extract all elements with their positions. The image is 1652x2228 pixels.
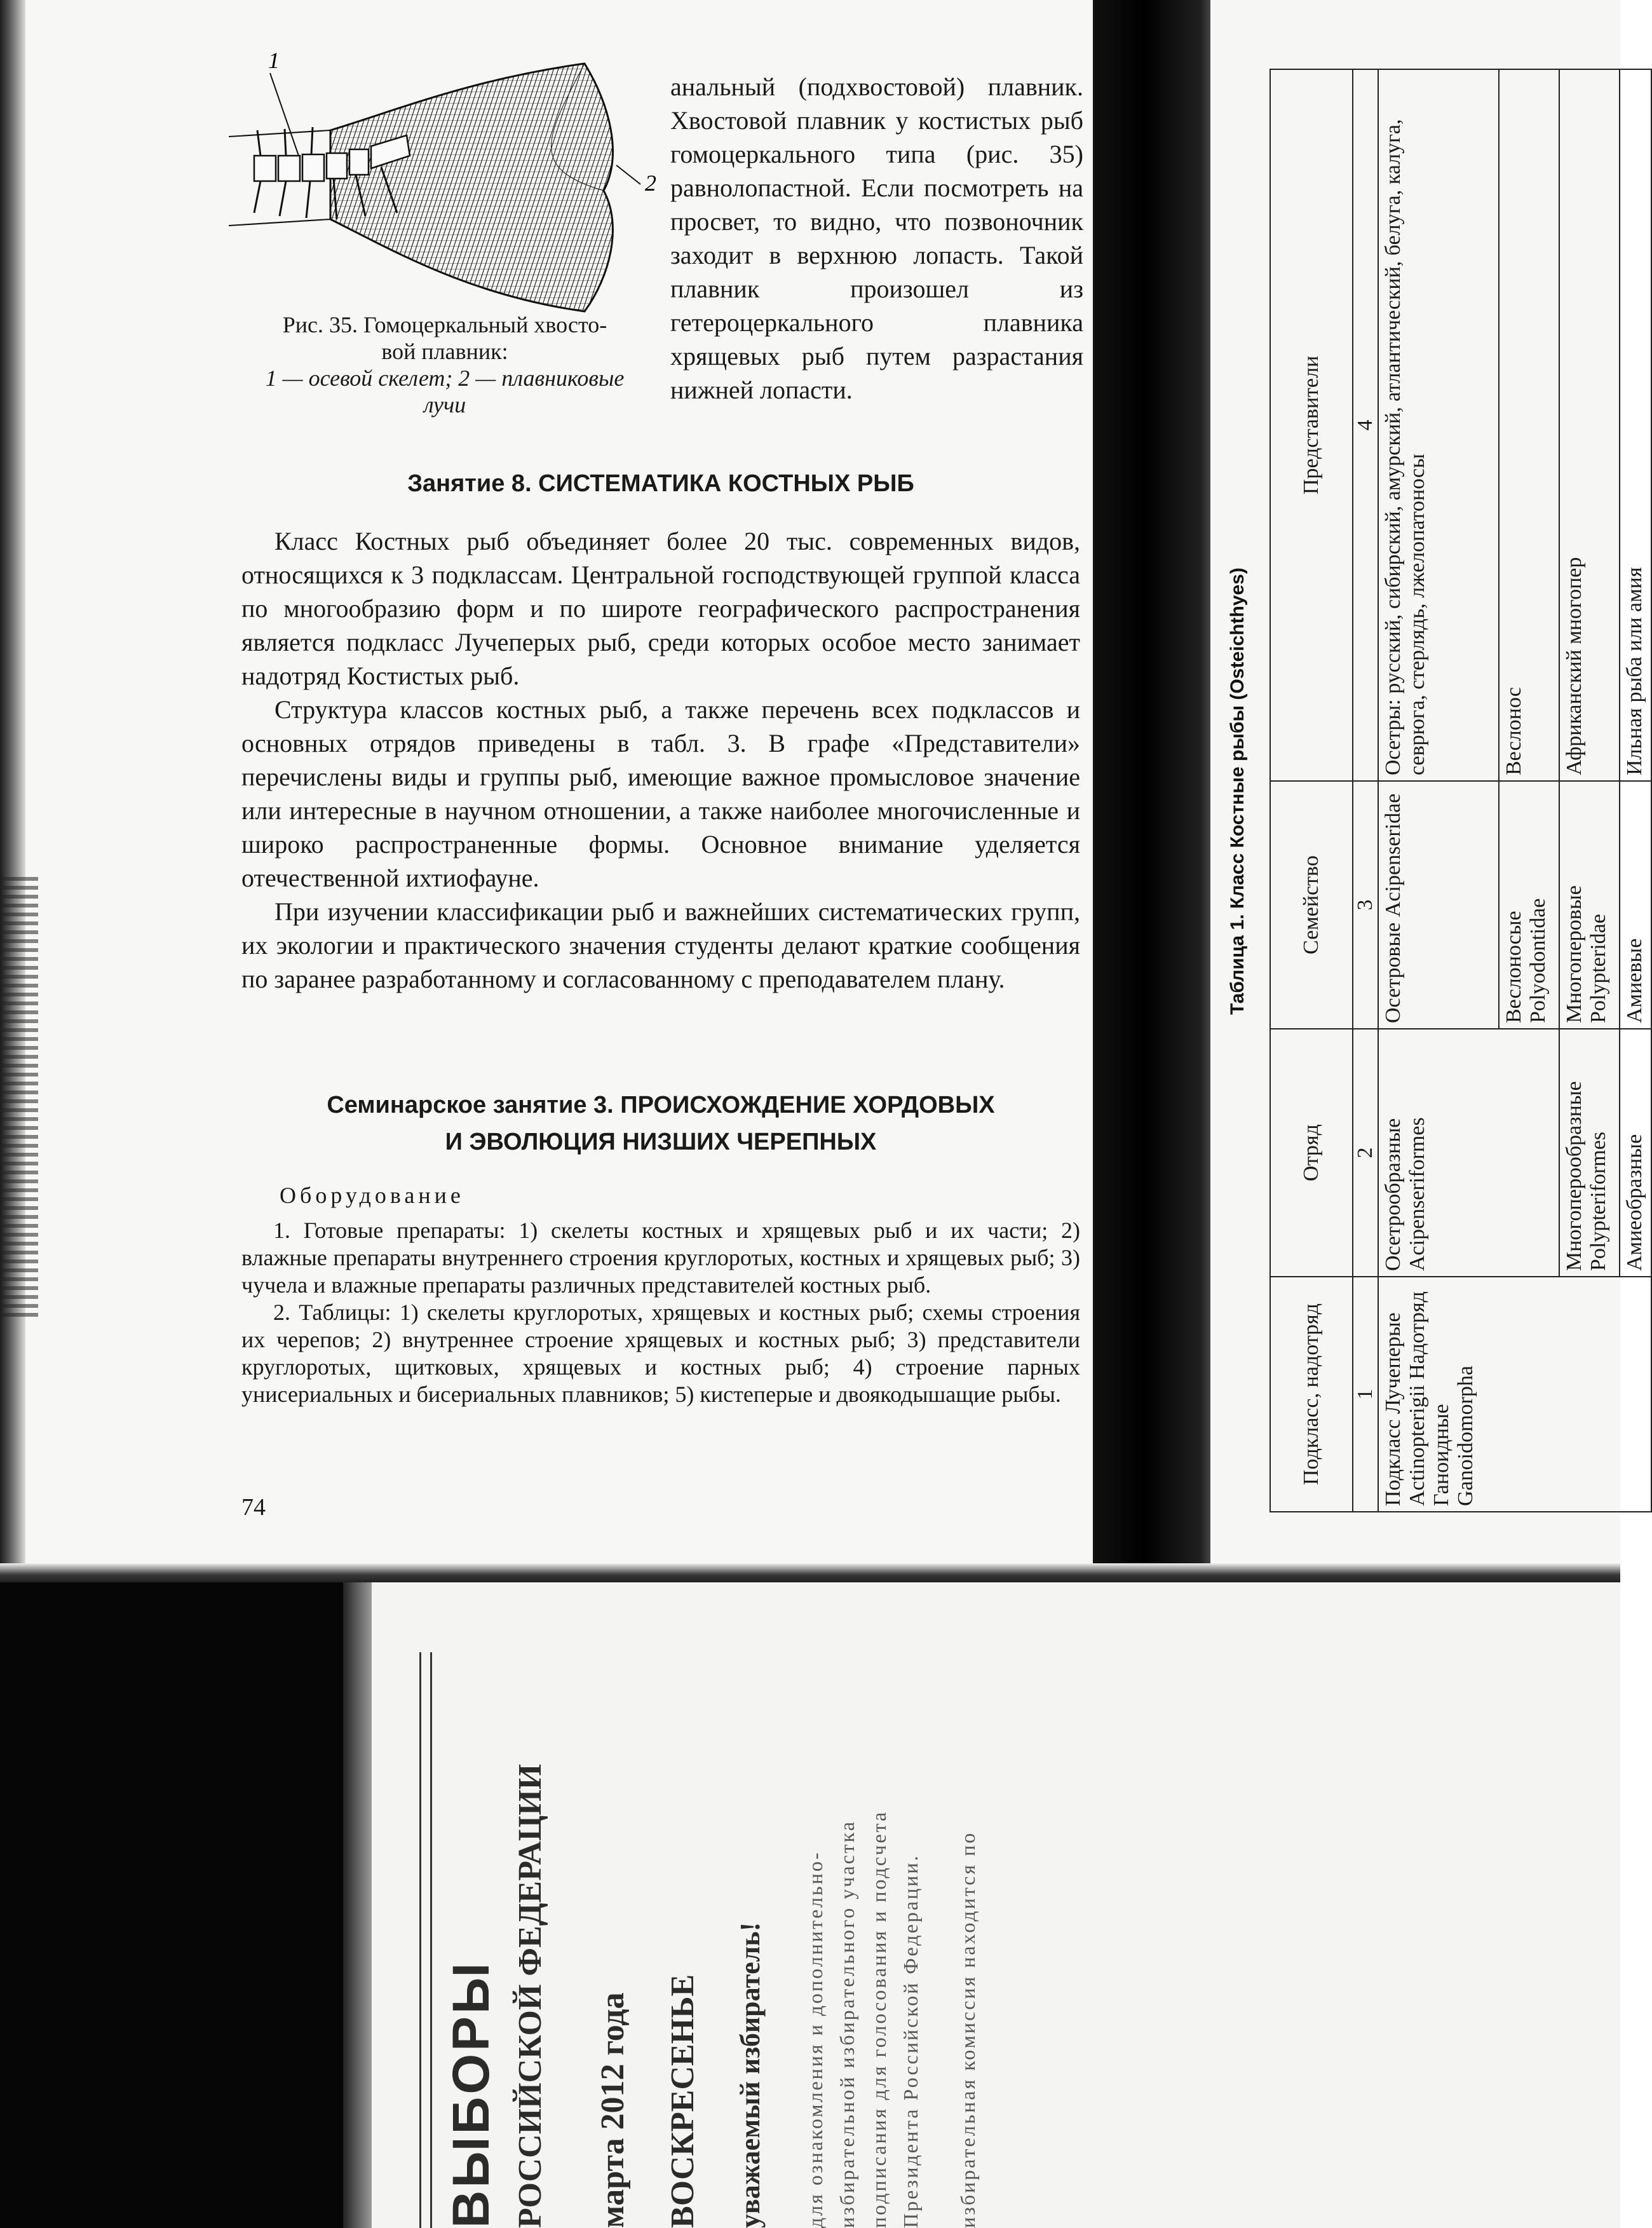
notice-line: Президента Российской Федерации. — [899, 1854, 922, 2228]
lesson-8-paragraph: Структура классов костных рыб, а также перечень всех подклассов и основных отрядов приведены в табл. 3. В графе «Представители» перечислены виды и группы рыб, имеющие важное промысловое значение или интересные в научном отношении, а также наиболее многочисленные и широко распространенные формы. Основное внимание уделяется отечественной ихтиофауне. — [241, 695, 1080, 892]
lesson-8-paragraph: Класс Костных рыб объединяет более 20 тыс. современных видов, относящихся к 3 подклассам. Центральной господствующей группой класса по многообразию форм и по широте географического распространения является подкласс Лучеперых рыб, среди которых особое место занимает надотряд Костистых рыб. — [241, 527, 1080, 690]
seminar-3-heading-line-1: Семинарское занятие 3. ПРОИСХОЖДЕНИЕ ХОРДОВЫХ — [327, 1092, 995, 1118]
intro-text: анальный (подхвостовой) плавник. Хвостовой плавник у костистых рыб гомоцеркального типа (рис. 35) равнолопастной. Если посмотреть на просвет, то видно, что позвоночник заходит в верхнюю лопасть. Такой плавник произошел из гетероцеркального плавника хрящевых рыб путем разрастания нижней лопасти. — [670, 72, 1083, 404]
table-row — [1378, 69, 1499, 1512]
figure-caption — [241, 311, 648, 418]
election-greeting: уважаемый избиратель! — [735, 1922, 766, 2228]
election-title: ВЫБОРЫ — [442, 1960, 500, 2228]
column-number: 4 — [1353, 69, 1378, 781]
fish-classification-table — [1269, 69, 1652, 1512]
equipment-item: 1. Готовые препараты: 1) скелеты костных и хрящевых рыб и их части; 2) влажные препараты внутреннего строения круглоротых, костных и хрящевых рыб; 3) чучела и влажные препараты различных представителей костных рыб. — [241, 1218, 1080, 1298]
column-number: 1 — [1353, 1277, 1378, 1512]
table-header-row — [1270, 69, 1353, 1512]
election-subtitle: РОССИЙСКОЙ ФЕДЕРАЦИИ — [512, 1763, 548, 2228]
equipment-list — [241, 1217, 1080, 1408]
intro-paragraph — [670, 70, 1083, 407]
seminar-3-heading-line-2: И ЭВОЛЮЦИЯ НИЗШИХ ЧЕРЕПНЫХ — [445, 1129, 877, 1155]
column-number: 2 — [1353, 1029, 1378, 1277]
cell-family: Многоперовые Polypteridae — [1559, 781, 1620, 1029]
caption-legend: 1 — осевой скелет; 2 — плавниковые лучи — [265, 365, 625, 418]
seminar-3-heading — [241, 1087, 1080, 1160]
cell-representatives: Осетры: русский, сибирский, амурский, атлантический, белуга, калуга, севрюга, стерлядь, лжелопатоносы — [1378, 69, 1499, 781]
notice-line: для ознакомления и дополнительно- — [804, 1851, 827, 2228]
caption-line-1: Рис. 35. Гомоцеркальный хвосто- — [282, 312, 607, 337]
caption-line-2: вой плавник: — [381, 339, 508, 364]
table-title: Таблица 1. Класс Костные рыбы (Osteichthyes) — [1227, 567, 1248, 1015]
book-spine-shadow — [1093, 0, 1220, 1570]
cell-order: Осетрообразные Acipenseriformes — [1378, 1029, 1559, 1277]
column-number: 3 — [1353, 781, 1378, 1029]
column-header-representatives: Представители — [1270, 69, 1353, 781]
cell-representatives: Африканский многопер — [1559, 69, 1620, 781]
scan-binding-shadow — [0, 0, 25, 1589]
notice-line: подписания для голосования и подсчета — [867, 1810, 890, 2228]
column-header-subclass: Подкласс, надотряд — [1270, 1277, 1353, 1512]
cell-subclass: Подкласс Лучеперые Actinopterigii Надотряд Ганоидные Ganoidomorpha — [1378, 1277, 1651, 1512]
cell-representatives: Ильная рыба или амия — [1620, 69, 1651, 781]
cell-order: Амиеобразные — [1620, 1029, 1651, 1277]
notice-line: избирательная комиссия находится по — [956, 1831, 979, 2228]
cell-family: Амиевые — [1620, 781, 1651, 1029]
ballot-page-edge — [343, 1582, 372, 2228]
election-day: ВОСКРЕСЕНЬЕ — [665, 1974, 701, 2228]
lesson-8-paragraph: При изучении классификации рыб и важнейших систематических групп, их экологии и практического значения студенты делают краткие сообщения по заранее разработанному и согласованному с преподавателем плану. — [241, 897, 1080, 993]
lower-scan-background — [0, 1582, 343, 2228]
equipment-item: 2. Таблицы: 1) скелеты круглоротых, хрящевых и костных рыб; схемы строения их черепов; 2) внутреннее строение хрящевых и костных рыб; 3) представители круглоротых, щитковых, хрящевых и костных рыб; 4) строение парных унисериальных и бисериальных плавников; 5) кистеперые и двоякодышащие рыбы. — [241, 1300, 1080, 1407]
cell-family: Веслоносые Polyodontidae — [1499, 781, 1559, 1029]
cell-order: Многоперообразные Polypteriformes — [1559, 1029, 1620, 1277]
column-header-family: Семейство — [1270, 781, 1353, 1029]
page-number: 74 — [241, 1494, 266, 1521]
homocercal-tail-illustration — [229, 48, 674, 327]
table-number-row — [1353, 69, 1378, 1512]
cell-representatives: Веслонос — [1499, 69, 1559, 781]
election-notice — [429, 1669, 1604, 2228]
fish-classification-table-wrapper — [1212, 70, 1646, 1512]
cell-family: Осетровые Acipenseridae — [1378, 781, 1499, 1029]
election-date: марта 2012 года — [595, 1992, 631, 2228]
figure-label-2: 2 — [645, 170, 656, 196]
column-header-order: Отряд — [1270, 1029, 1353, 1277]
scan-edge-noise — [0, 877, 38, 1322]
notice-line: избирательной избирательного участка — [836, 1819, 858, 2228]
equipment-label: Оборудование — [280, 1183, 464, 1208]
figure-35 — [229, 48, 674, 327]
lesson-8-heading: Занятие 8. СИСТЕМАТИКА КОСТНЫХ РЫБ — [407, 470, 914, 497]
lesson-8-body — [241, 524, 1080, 996]
figure-label-1: 1 — [268, 48, 280, 73]
